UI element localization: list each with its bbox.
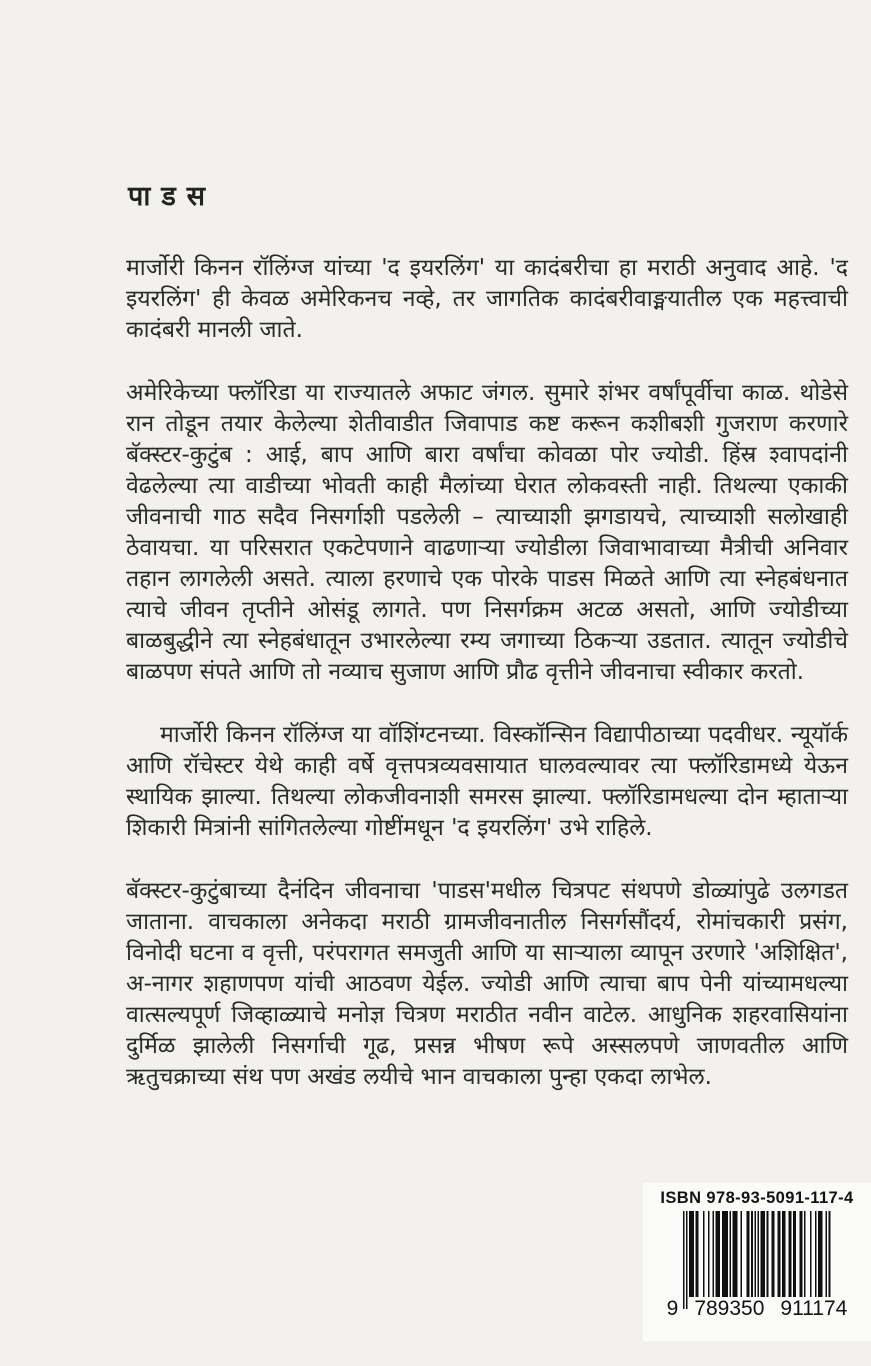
barcode-digit-group-first: 9 <box>664 1297 682 1320</box>
barcode-digit-group-right: 911174 <box>777 1297 850 1320</box>
isbn-barcode-block <box>643 1183 871 1341</box>
back-cover-blurb <box>126 253 848 1125</box>
ean13-barcode-icon <box>683 1211 830 1309</box>
barcode-digits <box>643 1297 871 1320</box>
book-title: पाडस <box>128 181 217 212</box>
isbn-label: ISBN 978-93-5091-117-4 <box>660 1189 854 1207</box>
blurb-paragraph-author-bio: मार्जोरी किनन रॉलिंग्ज या वॉशिंग्टनच्या. विस्कॉन्सिन विद्यापीठाच्या पदवीधर. न्यूयॉर्क आणि रॉचेस्टर येथे काही वर्षे वृत्तपत्रव्यवसायात घालवल्यावर त्या फ्लॉरिडामध्ये येऊन स्थायिक झाल्या. तिथल्या लोकजीवनाशी समरस झाल्या. फ्लॉरिडामधल्या दोन म्हाताऱ्या शिकारी मित्रांनी सांगितलेल्या गोष्टींमधून 'द इयरलिंग' उभे राहिले. <box>126 722 848 841</box>
barcode-digit-group-left: 789350 <box>691 1297 767 1320</box>
blurb-paragraph-intro: मार्जोरी किनन रॉलिंग्ज यांच्या 'द इयरलिंग' या कादंबरीचा हा मराठी अनुवाद आहे. 'द इयरलिंग' ही केवळ अमेरिकनच नव्हे, तर जागतिक कादंबरीवाङ्मयातील एक महत्त्वाची कादंबरी मानली जाते. <box>126 255 848 343</box>
blurb-paragraph-translation-note: बॅक्स्टर-कुटुंबाच्या दैनंदिन जीवनाचा 'पाडस'मधील चित्रपट संथपणे डोळ्यांपुढे उलगडत जाताना. वाचकाला अनेकदा मराठी ग्रामजीवनातील निसर्गसौंदर्य, रोमांचकारी प्रसंग, विनोदी घटना व वृत्ती, परंपरागत समजुती आणि या साऱ्याला व्यापून उरणारे 'अशिक्षित', अ-नागर शहाणपण यांची आठवण येईल. ज्योडी आणि त्याचा बाप पेनी यांच्यामधल्या वात्सल्यपूर्ण जिव्हाळ्याचे मनोज्ञ चित्रण मराठीत नवीन वाटेल. आधुनिक शहरवासियांना दुर्मिळ झालेली निसर्गाची गूढ, प्रसन्न भीषण रूपे अस्सलपणे जाणवतील आणि ऋतुचक्राच्या संथ पण अखंड लयीचे भान वाचकाला पुन्हा एकदा लाभेल. <box>126 878 848 1090</box>
blurb-paragraph-story: अमेरिकेच्या फ्लॉरिडा या राज्यातले अफाट जंगल. सुमारे शंभर वर्षांपूर्वीचा काळ. थोडेसे रान तोडून तयार केलेल्या शेतीवाडीत जिवापाड कष्ट करून कशीबशी गुजराण करणारे बॅक्स्टर-कुटुंब : आई, बाप आणि बारा वर्षांचा कोवळा पोर ज्योडी. हिंस्र श्वापदांनी वेढलेल्या त्या वाडीच्या भोवती काही मैलांच्या घेरात लोकवस्ती नाही. तिथल्या एकाकी जीवनाची गाठ सदैव निसर्गाशी पडलेली – त्याच्याशी झगडायचे, त्याच्याशी सलोखाही ठेवायचा. या परिसरात एकटेपणाने वाढणाऱ्या ज्योडीला जिवाभावाच्या मैत्रीची अनिवार तहान लागलेली असते. त्याला हरणाचे एक पोरके पाडस मिळते आणि त्या स्नेहबंधनात त्याचे जीवन तृप्तीने ओसंडू लागते. पण निसर्गक्रम अटळ असतो, आणि ज्योडीच्या बाळबुद्धीने त्या स्नेहबंधातून उभारलेल्या रम्य जगाच्या ठिकऱ्या उडतात. त्यातून ज्योडीचे बाळपण संपते आणि तो नव्याच सुजाण आणि प्रौढ वृत्तीने जीवनाचा स्वीकार करतो. <box>126 380 848 685</box>
